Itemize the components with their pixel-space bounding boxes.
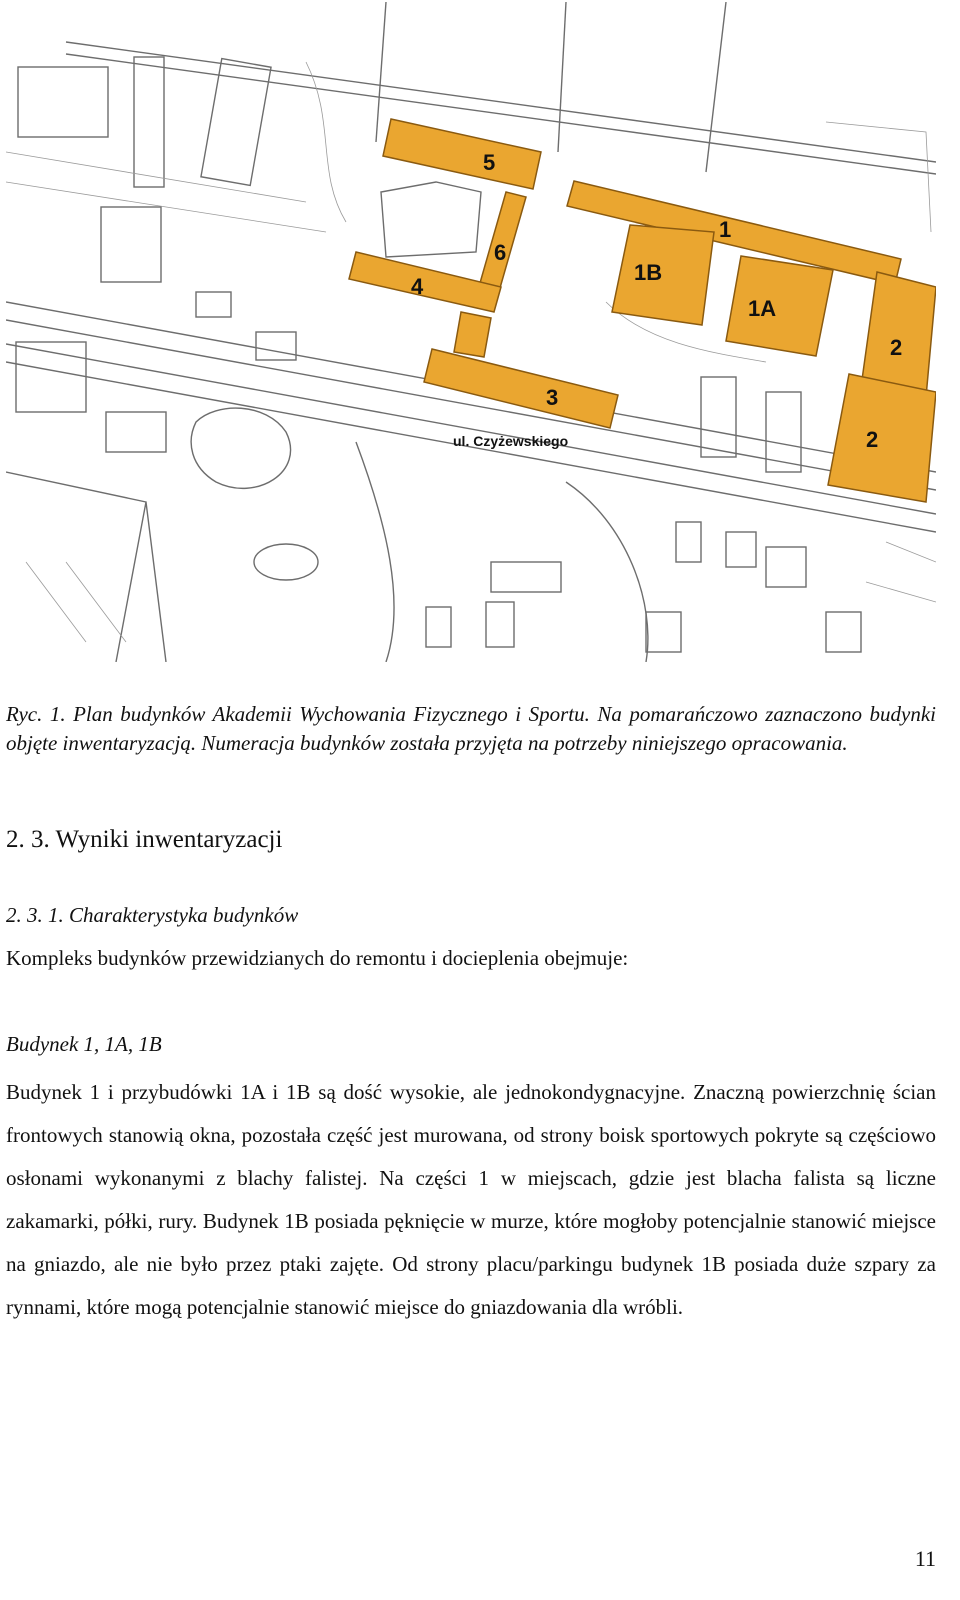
building-3-label: 3 bbox=[546, 385, 559, 410]
building-6-label: 6 bbox=[494, 240, 507, 265]
campus-site-plan bbox=[6, 2, 936, 662]
subsection-heading: 2. 3. 1. Charakterystyka budynków bbox=[6, 903, 299, 927]
body-paragraph: Budynek 1 i przybudówki 1A i 1B są dość wysokie, ale jednokondygnacyjne. Znaczną powierzchnię ścian frontowych stanowią okna, pozostała część jest murowana, od strony boisk sportowych pokryte są częściowo osłonami wykonanymi z blachy falistej. Na części 1 w miejscach, gdzie jest blacha falista są liczne zakamarki, półki, rury. Budynek 1B posiada pęknięcie w murze, które mogłoby potencjalnie stanowić miejsce na gniazdo, ale nie było przez ptaki zajęte. Od strony placu/parkingu budynek 1B posiada duże szpary za rynnami, które mogą potencjalnie stanowić miejsce do gniazdowania dla wróbli. bbox=[6, 1080, 936, 1319]
building-1-label: 1 bbox=[719, 217, 732, 242]
section-heading: 2. 3. Wyniki inwentaryzacji bbox=[6, 826, 283, 853]
building-heading: Budynek 1, 1A, 1B bbox=[6, 1032, 162, 1056]
building-1b-label: 1B bbox=[634, 260, 663, 285]
building-1a-label: 1A bbox=[748, 296, 777, 321]
street-label: ul. Czyżewskiego bbox=[453, 433, 569, 449]
page-number: 11 bbox=[914, 1546, 936, 1571]
building-4-label: 4 bbox=[411, 274, 424, 299]
building-2-south-label: 2 bbox=[866, 427, 879, 452]
building-2-north-label: 2 bbox=[890, 335, 903, 360]
building-5-label: 5 bbox=[483, 150, 496, 175]
intro-text: Kompleks budynków przewidzianych do remontu i docieplenia obejmuje: bbox=[6, 946, 629, 970]
figure-caption: Ryc. 1. Plan budynków Akademii Wychowania Fizycznego i Sportu. Na pomarańczowo zaznaczono budynki objęte inwentaryzacją. Numeracja budynków została przyjęta na potrzeby niniejszego opracowania. bbox=[6, 702, 936, 755]
